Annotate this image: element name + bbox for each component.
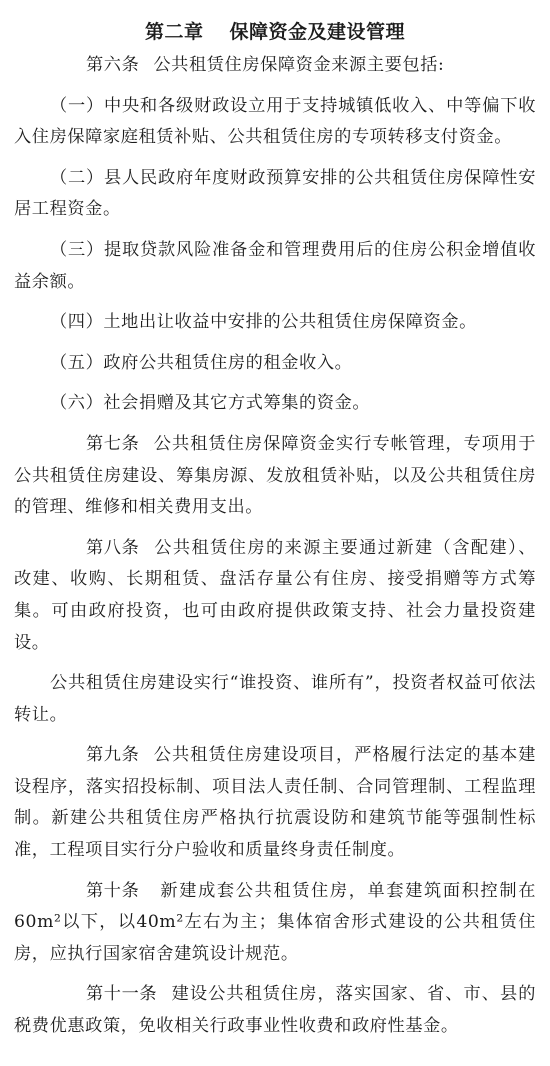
article-10 — [14, 876, 536, 971]
article-number: 第十一条 — [86, 984, 158, 1005]
article-number: 第十条 — [86, 880, 140, 901]
article-text: 建设公共租赁住房，落实国家、省、市、县的税费优惠政策，免收相关行政事业性收费和政府性基金。 — [14, 984, 536, 1037]
article-text: 公共租赁住房保障资金来源主要包括: — [153, 55, 445, 75]
article-text: 新建成套公共租赁住房，单套建筑面积控制在60m²以下，以40m²左右为主；集体宿舍形式建设的公共租赁住房，应执行国家宿舍建筑设计规范。 — [14, 880, 536, 964]
list-item-2: （二）县人民政府年度财政预算安排的公共租赁住房保障性安居工程资金。 — [14, 167, 536, 220]
article-text: 公共租赁住房的来源主要通过新建（含配建）、改建、收购、长期租赁、盘活存量公有住房、接受捐赠等方式筹集。可由政府投资，也可由政府提供政策支持、社会力量投资建设。 — [14, 537, 536, 653]
article-9 — [14, 740, 536, 866]
chapter-title: 保障资金及建设管理 — [229, 21, 406, 43]
article-8-extra: 公共租赁住房建设实行“谁投资、谁所有”，投资者权益可依法转让。 — [14, 673, 536, 725]
list-item-5: （五）政府公共租赁住房的租金收入。 — [50, 352, 353, 373]
article-7 — [14, 429, 536, 524]
article-11 — [14, 979, 536, 1042]
article-text: 公共租赁住房建设项目，严格履行法定的基本建设程序，落实招投标制、项目法人责任制、合同管理制、工程监理制。新建公共租赁住房严格执行抗震设防和建筑节能等强制性标准，工程项目实行分户验收和质量终身责任制度。 — [14, 745, 536, 861]
article-number: 第六条 — [86, 55, 140, 75]
article-text: 公共租赁住房保障资金实行专帐管理，专项用于公共租赁住房建设、筹集房源、发放租赁补贴，以及公共租赁住房的管理、维修和相关费用支出。 — [14, 433, 536, 518]
chapter-number: 第二章 — [144, 21, 204, 43]
article-number: 第七条 — [86, 433, 140, 454]
article-8 — [14, 533, 536, 659]
chapter-heading — [14, 14, 536, 50]
article-number: 第九条 — [86, 745, 140, 766]
list-item-4: （四）土地出让收益中安排的公共租赁住房保障资金。 — [50, 312, 477, 333]
list-item-6: （六）社会捐赠及其它方式筹集的资金。 — [50, 393, 371, 414]
article-6 — [14, 50, 536, 82]
article-number: 第八条 — [86, 537, 140, 558]
list-item-1: （一）中央和各级财政设立用于支持城镇低收入、中等偏下收入住房保障家庭租赁补贴、公共租赁住房的专项转移支付资金。 — [14, 95, 536, 148]
list-item-3: （三）提取贷款风险准备金和管理费用后的住房公积金增值收益余额。 — [14, 239, 536, 292]
